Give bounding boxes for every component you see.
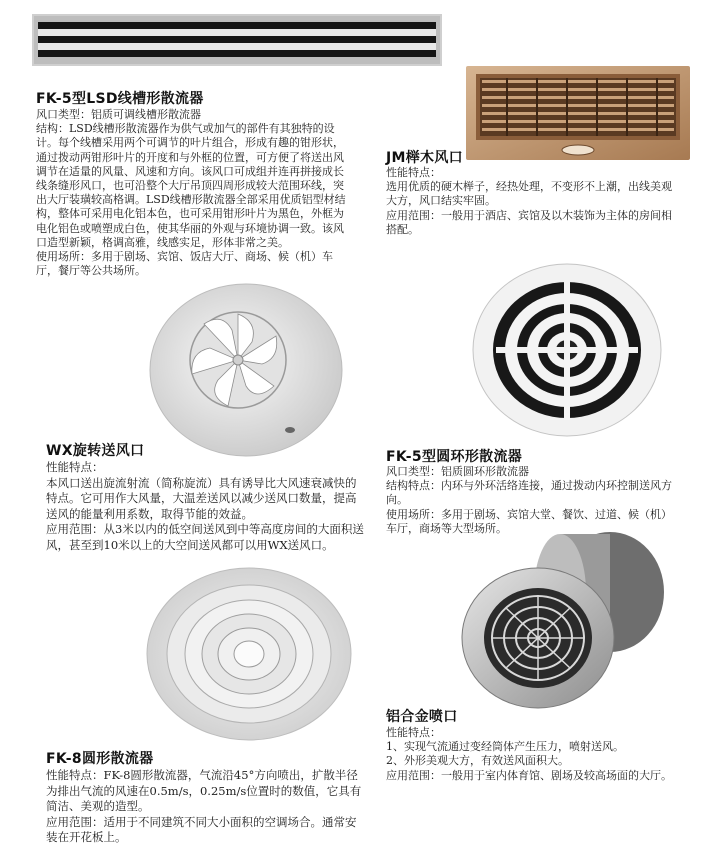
- beech-wood-grille-photo: [466, 66, 690, 160]
- wx-title: WX旋转送风口: [46, 443, 145, 459]
- fk8-title: FK-8圆形散流器: [46, 751, 154, 767]
- nozzle-title: 铝合金喷口: [386, 709, 458, 725]
- nozzle-description: [386, 726, 682, 783]
- nozzle-usage-line: 应用范围：一般用于室内体育馆、剧场及较高场面的大厅。: [386, 768, 672, 782]
- jm-feature-line: 选用优质的硬木榉子，经热处理，不变形不上潮，出线美观大方，风口结实牢固。: [386, 180, 672, 208]
- ring-type-line: 风口类型：铝质圆环形散流器: [386, 465, 529, 478]
- jm-description: [386, 166, 682, 237]
- swirl-diffuser-photo: [148, 282, 344, 458]
- jm-feature-label: 性能特点：: [386, 166, 441, 179]
- nozzle-feature-line-2: 2、外形美观大方，有效送风面积大。: [386, 754, 569, 768]
- wx-description: [46, 460, 364, 553]
- fk8-feature-line: 性能特点：FK-8圆形散流器，气流沿45°方向喷出，扩散半径为排出气流的风速在0.5m/s，0.25m/s位置时的数值，它具有简洁、美观的造型。: [46, 768, 362, 813]
- lsd-title: FK-5型LSD线槽形散流器: [36, 91, 204, 107]
- nozzle-feature-line-1: 1、实现气流通过变经筒体产生压力，喷射送风。: [386, 740, 624, 754]
- fk8-usage-line: 应用范围：适用于不同建筑不同大小面积的空调场合。通常安装在开花板上。: [46, 814, 357, 844]
- ring-usage-line: 使用场所：多用于剧场、宾馆大堂、餐饮、过道、候（机）车厅，商场等大型场所。: [386, 507, 672, 535]
- round-ring-diffuser-photo: [472, 262, 662, 438]
- aluminum-jet-nozzle-photo: [460, 528, 666, 710]
- lsd-type-line: 风口类型：铝质可调线槽形散流器: [36, 108, 201, 121]
- lsd-usage-line: 使用场所：多用于剧场、宾馆、饭店大厅、商场、候（机）车厅，餐厅等公共场所。: [36, 250, 333, 278]
- round-diffuser-photo: [146, 566, 352, 742]
- lsd-description: [36, 108, 354, 278]
- ring-structure-line: 结构特点：内环与外环活络连接，通过拨动内环控制送风方向。: [386, 479, 672, 507]
- wx-usage-line: 应用范围：从3米以内的低空间送风到中等高度房间的大面积送风，甚至到10米以上的大空间送风都可以用WX送风口。: [46, 522, 364, 552]
- ring-description: [386, 465, 682, 536]
- jm-title: JM榉木风口: [386, 150, 463, 166]
- wx-feature-line: 本风口送出旋流射流（简称旋流）具有诱导比大风速衰减快的特点。它可用作大风量，大温差送风以减少送风口数量，提高送风的能量利用系数，取得节能的效益。: [46, 475, 357, 521]
- lsd-structure-line: 结构：LSD线槽形散流器作为供气或加气的部件有其独特的设计。每个线槽采用两个可调节的叶片组合，形成有趣的钳形状，通过拨动两钳形叶片的开度和与外框的位置，可方便了将送出风调节在适量的风量、风速和方向。该风口可成组并连再拼接成长线条缝形风口，也可沿整个大厅吊顶四周形成较大范围环线，突出大厅装璜较高格调。LSD线槽形散流器全部采用优质铝型材结构，整体可采用电化铝本色，也可采用钳形叶片为黑色，外框为电化铝色或喷塑成白色，使其华丽的外观与环境协调一致。该风口造型新颖，格调高雅，线感实足，形体非常之美。: [36, 122, 346, 249]
- nozzle-feature-label: 性能特点：: [386, 726, 441, 739]
- jm-usage-line: 应用范围：一般用于酒店、宾馆及以木装饰为主体的房间相搭配。: [386, 208, 672, 236]
- ring-title: FK-5型圆环形散流器: [386, 449, 523, 465]
- fk8-description: [46, 768, 364, 846]
- linear-slot-diffuser-photo: [32, 14, 442, 66]
- wx-feature-label: 性能特点：: [46, 460, 104, 474]
